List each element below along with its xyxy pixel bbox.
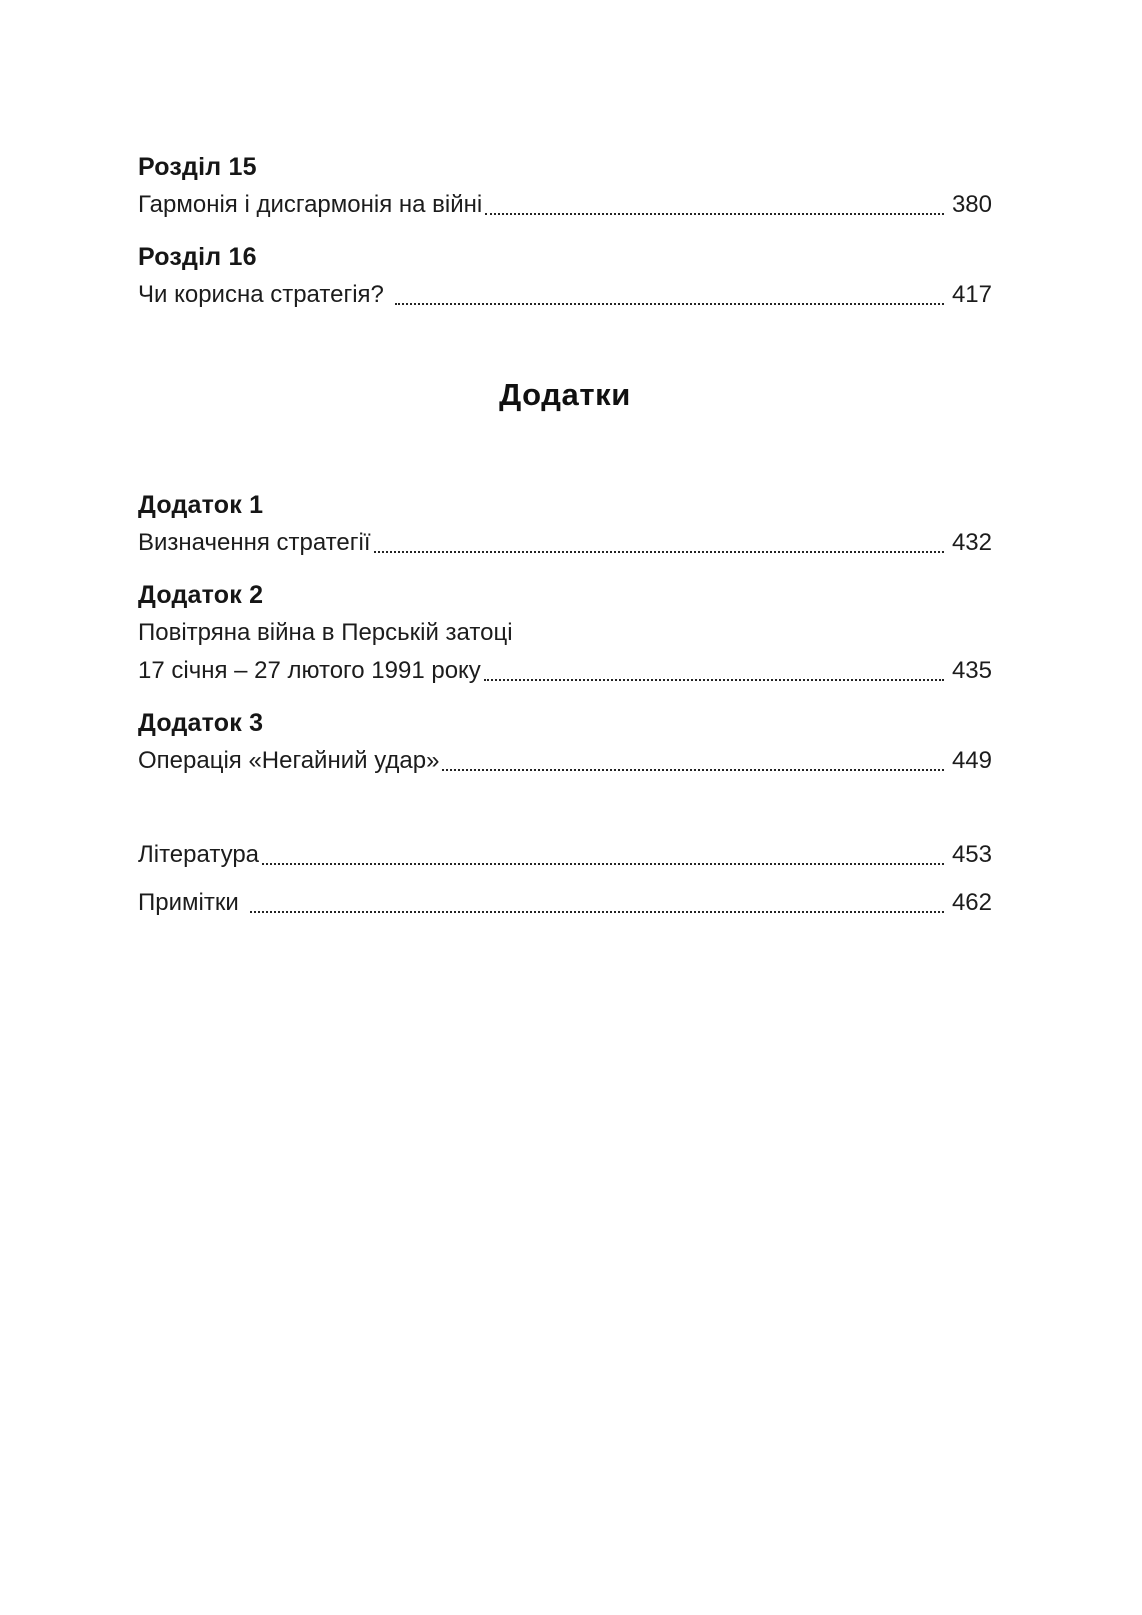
backmatter-entry xyxy=(138,836,992,874)
chapter-heading: Розділ 15 xyxy=(138,153,257,181)
dot-leader xyxy=(442,742,944,771)
page-number: 417 xyxy=(951,281,992,308)
toc-entry-title: Визначення стратегії xyxy=(138,529,371,556)
appendix-group xyxy=(138,576,992,690)
chapter-group xyxy=(138,238,992,314)
toc-entry xyxy=(138,276,992,314)
toc-entry xyxy=(138,742,992,780)
appendix-heading: Додаток 1 xyxy=(138,491,264,519)
dot-leader xyxy=(250,884,944,913)
dot-leader xyxy=(485,186,944,215)
appendix-group xyxy=(138,704,992,780)
dot-leader xyxy=(484,652,944,681)
toc-entry xyxy=(138,524,992,562)
dot-leader xyxy=(395,276,944,305)
backmatter-entry-title: Література xyxy=(138,841,260,868)
appendix-heading: Додаток 3 xyxy=(138,709,264,737)
dot-leader xyxy=(374,524,944,553)
toc-entry-title-line1: Повітряна війна в Перській затоці xyxy=(138,619,513,646)
backmatter-entry-title: Примітки xyxy=(138,889,239,916)
chapter-heading: Розділ 16 xyxy=(138,243,257,271)
page-number: 449 xyxy=(951,747,992,774)
toc-entry-title: Операція «Негайний удар» xyxy=(138,747,440,774)
toc-entry xyxy=(138,186,992,224)
toc-entry xyxy=(138,652,992,690)
page-number: 380 xyxy=(951,191,992,218)
backmatter-section xyxy=(138,836,992,922)
page-number: 435 xyxy=(951,657,992,684)
page-number: 462 xyxy=(951,889,992,916)
toc-entry-title: Чи корисна стратегія? xyxy=(138,281,384,308)
appendix-heading: Додаток 2 xyxy=(138,581,264,609)
page-number: 432 xyxy=(951,529,992,556)
appendix-group xyxy=(138,486,992,562)
dot-leader xyxy=(262,836,944,865)
page-number: 453 xyxy=(951,841,992,868)
appendices-section-heading: Додатки xyxy=(499,377,631,412)
toc-entry-title-line2: 17 січня – 27 лютого 1991 року xyxy=(138,657,481,684)
chapter-group xyxy=(138,148,992,224)
toc-entry-title: Гармонія і дисгармонія на війні xyxy=(138,191,483,218)
backmatter-entry xyxy=(138,884,992,922)
